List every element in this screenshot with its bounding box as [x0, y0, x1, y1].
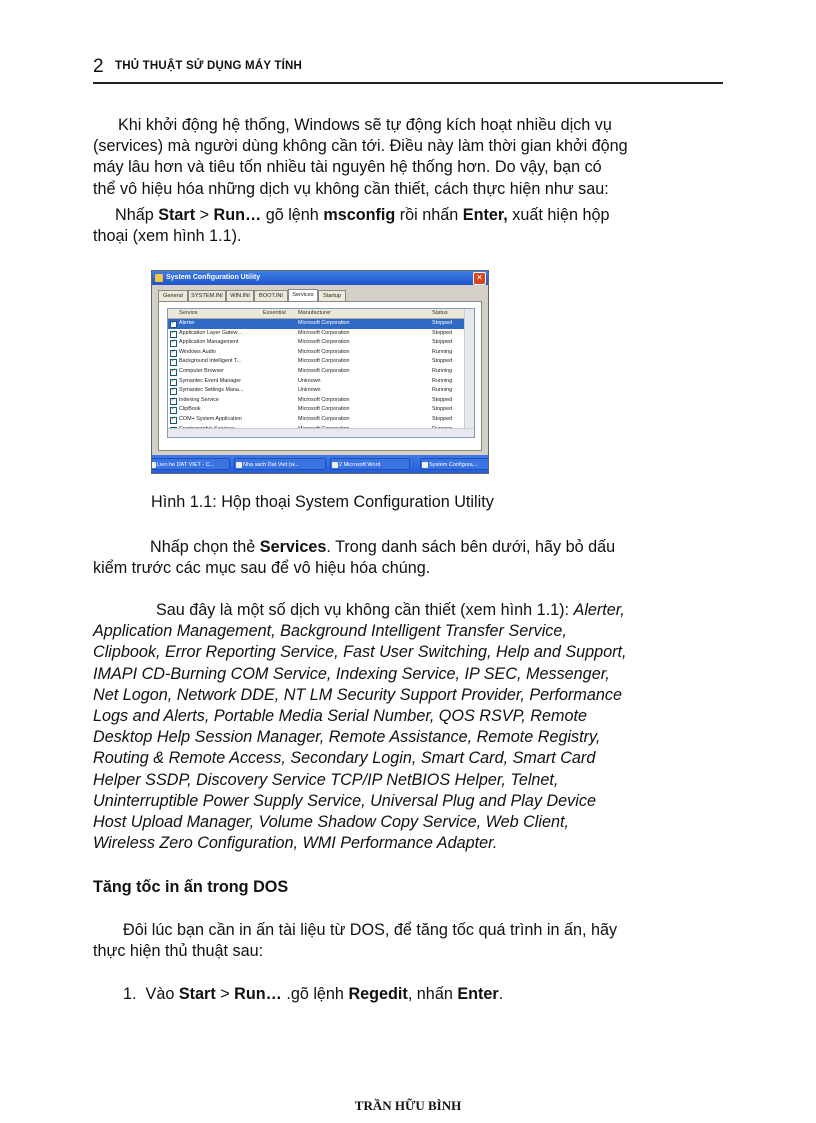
column-manufacturer[interactable]: Manufacturer [298, 310, 331, 316]
table-row[interactable] [168, 338, 464, 348]
cell-service: COM+ System Application [179, 416, 242, 422]
checkbox[interactable] [170, 350, 177, 357]
services-line-1 [93, 537, 725, 558]
checkbox[interactable] [170, 331, 177, 338]
dos-line-2: thực hiện thủ thuật sau: [93, 942, 264, 961]
tab-general[interactable]: General [158, 290, 188, 301]
app-icon [155, 274, 163, 282]
intro-line-3: máy lâu hơn và tiêu tốn nhiều tài nguyên hệ thống hơn. Do vậy, bạn có [93, 158, 602, 177]
cell-status: Running [432, 348, 453, 355]
tab-boot-ini[interactable]: BOOT.INI [254, 290, 288, 301]
text: Start [158, 206, 196, 224]
intro-line-2: (services) mà người dùng không cần tới. Điều này làm thời gian khởi động [93, 137, 628, 156]
cell-status: Stopped [432, 396, 453, 403]
list-line: Desktop Help Session Manager, Remote Assistance, Remote Registry, [93, 728, 601, 747]
cell-manufacturer: Microsoft Corporation [298, 358, 350, 365]
cell-manufacturer: Microsoft Corporation [298, 368, 350, 374]
text: .gõ lệnh [281, 985, 349, 1003]
cell-status: Stopped [432, 406, 453, 413]
text: , nhấn [407, 985, 458, 1003]
cell-manufacturer: Microsoft Corporation [298, 348, 350, 355]
text: Enter, [462, 206, 508, 224]
list-line-lead [93, 600, 725, 621]
intro-line-1: Khi khởi động hệ thống, Windows sẽ tự động kích hoạt nhiều dịch vụ [118, 116, 612, 134]
checkbox[interactable] [170, 417, 177, 424]
text: Start [178, 985, 216, 1003]
table-row[interactable] [168, 386, 464, 396]
cell-service: Windows Audio [179, 348, 216, 355]
figure-screenshot [151, 270, 489, 474]
cell-status: Stopped [432, 329, 453, 336]
cell-service: Indexing Service [179, 396, 219, 403]
tab-startup[interactable]: Startup [318, 290, 346, 301]
checkbox[interactable] [170, 359, 177, 366]
services-paragraph [93, 537, 725, 579]
checkbox[interactable] [170, 369, 177, 376]
step-intro-paragraph [93, 205, 725, 247]
tab-system-ini[interactable]: SYSTEM.INI [188, 290, 226, 301]
tab-win-ini[interactable]: WIN.INI [226, 290, 254, 301]
checkbox[interactable] [170, 379, 177, 386]
step-1 [123, 985, 503, 1004]
cell-service: Application Management [179, 339, 239, 346]
list-lines [93, 621, 725, 854]
checkbox[interactable] [170, 321, 177, 328]
table-row[interactable] [168, 348, 464, 358]
text: Services [259, 538, 327, 556]
window-icon [422, 462, 428, 468]
table-row[interactable] [168, 377, 464, 387]
text: . Trong danh sách bên dưới, hãy bỏ dấu [326, 538, 616, 556]
header-title: THỦ THUẬT SỬ DỤNG MÁY TÍNH [115, 60, 303, 72]
page-footer: TRẦN HỮU BÌNH [354, 1098, 462, 1113]
cell-status: Running [432, 368, 453, 374]
cell-service: Symantec Event Manager [179, 377, 242, 384]
checkbox[interactable] [170, 388, 177, 395]
vertical-scrollbar[interactable] [464, 309, 474, 428]
table-row[interactable] [168, 415, 464, 425]
word-icon [332, 462, 338, 468]
figure-caption: Hình 1.1: Hộp thoại System Configuration Utility [151, 493, 494, 511]
intro-paragraph [93, 115, 725, 200]
table-row[interactable] [168, 357, 464, 367]
cell-manufacturer: Unknown [298, 377, 321, 384]
text: Lien he DAT VIET - C... [157, 462, 215, 468]
cell-manufacturer: Microsoft Corporation [298, 339, 350, 346]
cell-status: Stopped [432, 416, 453, 422]
window-icon [151, 462, 156, 468]
dos-line-1: Đôi lúc bạn cần in ấn tài liệu từ DOS, để tăng tốc quá trình in ấn, hãy [123, 921, 618, 939]
intro-line-4: thể vô hiệu hóa những dịch vụ không cần thiết, cách thực hiện như sau: [93, 179, 609, 198]
taskbar-item[interactable] [234, 458, 326, 470]
list-line: Host Upload Manager, Volume Shadow Copy Service, Web Client, [93, 813, 569, 832]
horizontal-scrollbar[interactable] [168, 428, 474, 437]
cell-service: Background Intelligent T... [179, 358, 241, 365]
list-line: Helper SSDP, Discovery Service TCP/IP NetBIOS Helper, Telnet, [93, 770, 559, 789]
list-line: Wireless Zero Configuration, WMI Performance Adapter. [93, 834, 498, 853]
text: 2 Microsoft Word [339, 462, 381, 468]
text: Enter [457, 985, 499, 1003]
table-row[interactable] [168, 329, 464, 339]
step-intro-line-2: thoại (xem hình 1.1). [93, 227, 242, 246]
taskbar-item[interactable] [330, 458, 410, 470]
table-row[interactable] [168, 396, 464, 406]
window-icon [236, 462, 242, 468]
cell-manufacturer: Microsoft Corporation [298, 406, 350, 413]
list-line: Net Logon, Network DDE, NT LM Security Support Provider, Performance [93, 685, 623, 704]
dos-paragraph [93, 920, 725, 962]
text: Run… [213, 206, 262, 224]
text: Vào [145, 985, 179, 1003]
window-titlebar [152, 271, 488, 285]
page-header [93, 56, 723, 84]
cell-manufacturer: Unknown [298, 387, 321, 394]
list-line: Clipbook, Error Reporting Service, Fast User Switching, Help and Support, [93, 643, 627, 662]
text: 1. [123, 985, 137, 1003]
column-status[interactable]: Status [432, 310, 448, 316]
list-line: Logs and Alerts, Portable Media Serial Number, QOS RSVP, Remote [93, 707, 587, 726]
taskbar-item[interactable] [151, 458, 230, 470]
column-essential[interactable]: Essential [263, 310, 286, 316]
text: gõ lệnh [261, 206, 324, 224]
tab-services[interactable]: Services [288, 289, 318, 302]
cell-status: Stopped [432, 320, 453, 326]
services-line-2: kiểm trước các mục sau để vô hiệu hóa chúng. [93, 559, 431, 578]
cell-manufacturer: Microsoft Corporation [298, 329, 350, 336]
table-row[interactable] [168, 367, 464, 377]
cell-service: Symantec Settings Mana... [179, 387, 244, 394]
taskbar-item[interactable] [420, 458, 489, 470]
text: Alerter, [573, 601, 625, 619]
table-row[interactable] [168, 319, 464, 329]
services-list [167, 308, 475, 438]
list-line: Application Management, Background Intelligent Transfer Service, [93, 622, 567, 641]
text: Regedit [348, 985, 408, 1003]
checkbox[interactable] [170, 407, 177, 414]
cell-service: Application Layer Gatew... [179, 329, 242, 336]
checkbox[interactable] [170, 398, 177, 405]
cell-manufacturer: Microsoft Corporation [298, 416, 350, 422]
list-paragraph [93, 600, 725, 854]
cell-status: Stopped [432, 339, 453, 346]
text: Nhấp [115, 206, 159, 224]
cell-status: Stopped [432, 358, 453, 365]
cell-status: Running [432, 387, 453, 394]
text: > [215, 985, 235, 1003]
text: System Configura... [429, 462, 478, 468]
list-line: Uninterruptible Power Supply Service, Universal Plug and Play Device [93, 791, 596, 810]
text: msconfig [323, 206, 396, 224]
cell-service: ClipBook [179, 406, 201, 413]
text: > [195, 206, 214, 224]
cell-manufacturer: Microsoft Corporation [298, 396, 350, 403]
window-title: System Configuration Utility [166, 274, 261, 281]
step-intro-line-1 [93, 205, 725, 226]
cell-manufacturer: Microsoft Corporation [298, 320, 350, 326]
list-line: IMAPI CD-Burning COM Service, Indexing Service, IP SEC, Messenger, [93, 664, 610, 683]
list-line: Routing & Remote Access, Secondary Login, Smart Card, Smart Card [93, 749, 596, 768]
cell-service: Computer Browser [179, 368, 224, 374]
cell-status: Running [432, 377, 453, 384]
cell-service: Alerter [179, 320, 195, 326]
checkbox[interactable] [170, 340, 177, 347]
column-service[interactable]: Service [179, 310, 198, 316]
list-header [168, 309, 474, 319]
close-icon[interactable]: ✕ [473, 272, 486, 285]
page-number: 2 [93, 56, 104, 77]
text: Run… [234, 985, 282, 1003]
text: rồi nhấn [395, 206, 463, 224]
section-title: Tăng tốc in ấn trong DOS [93, 878, 289, 896]
text: Nha sach Dat Viet (w... [243, 462, 299, 468]
taskbar [152, 455, 488, 473]
text: Nhấp chọn thẻ [150, 538, 260, 556]
text: xuất hiện hộp [507, 206, 610, 224]
text: Sau đây là một số dịch vụ không cần thiết (xem hình 1.1): [156, 601, 574, 619]
text: . [498, 985, 504, 1003]
table-row[interactable] [168, 405, 464, 415]
services-panel [158, 301, 482, 451]
